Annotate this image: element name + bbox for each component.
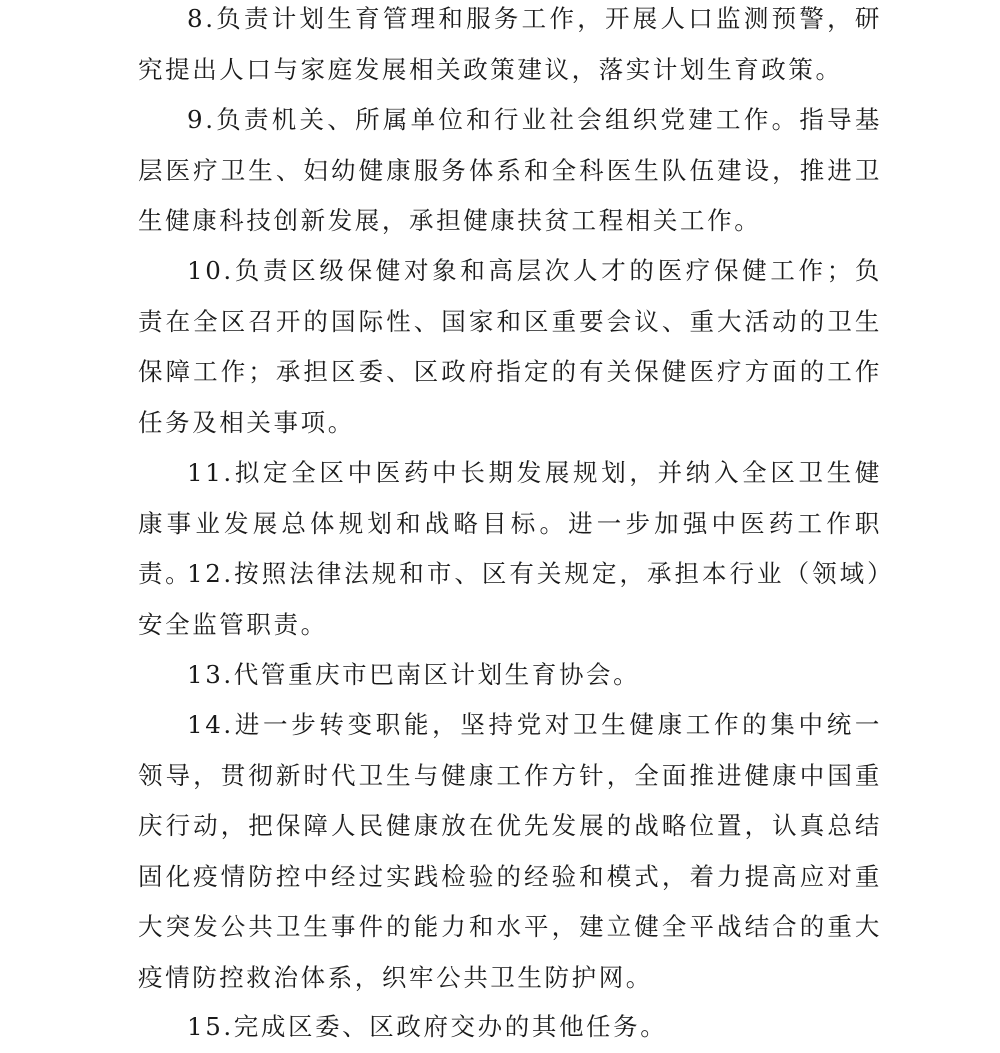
paragraph-item-15: 15.完成区委、区政府交办的其他任务。 xyxy=(187,1012,668,1041)
paragraph-item-13: 13.代管重庆市巴南区计划生育协会。 xyxy=(187,660,641,689)
paragraph-item-11: 11.拟定全区中医药中长期发展规划，并纳入全区卫生健康事业发展总体规划和战略目标。进一步加强中医药工作职责。 xyxy=(138,458,882,589)
paragraph-item-12: 12.按照法律法规和市、区有关规定，承担本行业（领域）安全监管职责。 xyxy=(138,559,882,639)
paragraph-item-14: 14.进一步转变职能，坚持党对卫生健康工作的集中统一领导，贯彻新时代卫生与健康工作方针，全面推进健康中国重庆行动，把保障人民健康放在优先发展的战略位置，认真总结固化疫情防控中经过实践检验的经验和模式，着力提高应对重大突发公共卫生事件的能力和水平，建立健全平战结合的重大疫情防控救治体系，织牢公共卫生防护网。 xyxy=(138,710,882,992)
paragraph-item-8: 8.负责计划生育管理和服务工作，开展人口监测预警，研究提出人口与家庭发展相关政策建议，落实计划生育政策。 xyxy=(138,4,882,84)
paragraph-item-9: 9.负责机关、所属单位和行业社会组织党建工作。指导基层医疗卫生、妇幼健康服务体系和全科医生队伍建设，推进卫生健康科技创新发展，承担健康扶贫工程相关工作。 xyxy=(138,105,882,236)
paragraph-item-10: 10.负责区级保健对象和高层次人才的医疗保健工作；负责在全区召开的国际性、国家和区重要会议、重大活动的卫生保障工作；承担区委、区政府指定的有关保健医疗方面的工作任务及相关事项。 xyxy=(138,256,882,437)
